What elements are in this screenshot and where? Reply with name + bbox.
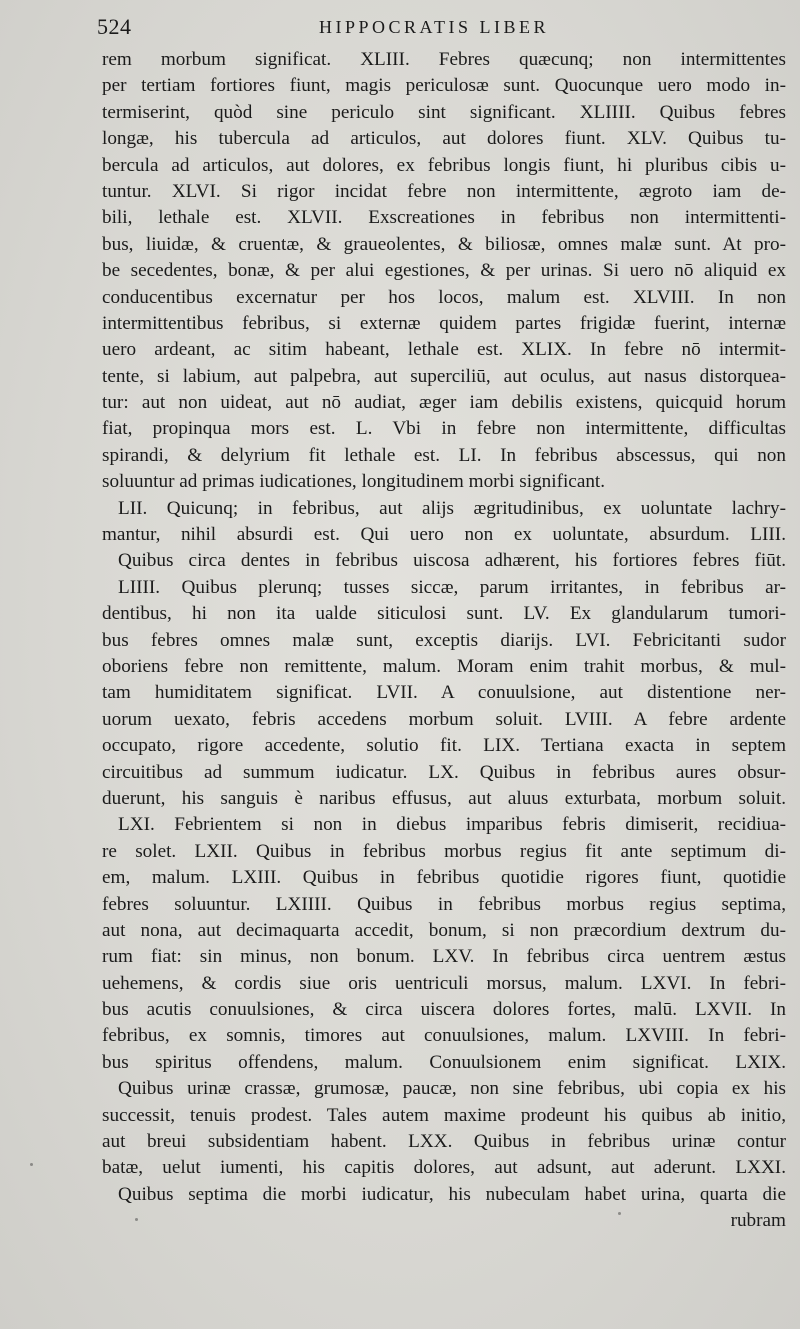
text-line: bercula ad articulos, aut dolores, ex febribus longis fiunt, hi pluribus cibis u- — [102, 154, 786, 176]
text-line: bus spiritus offendens, malum. Conuulsionem enim significat. LXIX. — [102, 1051, 786, 1073]
text-line: dentibus, hi non ita ualde siticulosi sunt. LV. Ex glandularum tumori- — [102, 603, 786, 625]
text-line: em, malum. LXIII. Quibus in febribus quotidie rigores fiunt, quotidie — [102, 867, 786, 889]
text-line: tuntur. XLVI. Si rigor incidat febre non intermittente, ægroto iam de- — [102, 180, 786, 202]
text-line: uorum uexato, febris accedens morbum soluit. LVIII. A febre ardente — [102, 708, 786, 730]
paper-speck — [618, 1212, 621, 1215]
text-line: LXI. Febrientem si non in diebus imparibus febris dimiserit, recidiua- — [118, 814, 786, 836]
text-line: rubram — [730, 1210, 786, 1232]
page-number: 524 — [97, 14, 132, 39]
text-line: batæ, uelut iumenti, his capitis dolores, aut adsunt, aut aderunt. LXXI. — [102, 1157, 786, 1179]
text-line: duerunt, his sanguis è naribus effusus, aut aluus exturbata, morbum soluit. — [102, 787, 786, 809]
text-line: per tertiam fortiores fiunt, magis periculosæ sunt. Quocunque uero modo in- — [102, 75, 786, 97]
paper-speck — [30, 1163, 33, 1166]
text-line: be secedentes, bonæ, & per alui egestiones, & per urinas. Si uero nō aliquid ex — [102, 260, 786, 282]
text-line: intermittentibus febribus, si externæ quidem partes frigidæ fuerint, internæ — [102, 312, 786, 334]
text-line: successit, tenuis prodest. Tales autem maxime prodeunt his quibus ab initio, — [102, 1104, 786, 1126]
text-line: spirandi, & delyrium fit lethale est. LI. In febribus abscessus, qui non — [102, 444, 786, 466]
text-line: LII. Quicunq; in febribus, aut alijs ægritudinibus, ex uoluntate lachry- — [118, 497, 786, 519]
text-line: circuitibus ad summum iudicatur. LX. Quibus in febribus aures obsur- — [102, 761, 786, 783]
text-line: tur: aut non uideat, aut nō audiat, æger iam debilis existens, quicquid horum — [102, 392, 786, 414]
page-header — [97, 14, 782, 44]
text-line: uehemens, & cordis siue oris uentriculi morsus, malum. LXVI. In febri- — [102, 972, 786, 994]
text-line: longæ, his tubercula ad articulos, aut dolores fiunt. XLV. Quibus tu- — [102, 128, 786, 150]
text-line: rem morbum significat. XLIII. Febres quæcunq; non intermittentes — [102, 49, 786, 70]
text-line: tente, si labium, aut palpebra, aut superciliū, aut oculus, aut nasus distorquea- — [102, 365, 786, 387]
running-head: HIPPOCRATIS LIBER — [319, 17, 550, 37]
body-text — [102, 47, 786, 1235]
text-line: tam humiditatem significat. LVII. A conuulsione, aut distentione ner- — [102, 682, 786, 704]
text-line: febres soluuntur. LXIIII. Quibus in febribus morbus regius septima, — [102, 893, 786, 915]
text-line: Quibus urinæ crassæ, grumosæ, paucæ, non sine febribus, ubi copia ex his — [118, 1078, 786, 1100]
text-line: bus acutis conuulsiones, & circa uiscera dolores fortes, malū. LXVII. In — [102, 999, 786, 1021]
text-line: uero ardeant, ac sitim habeant, lethale est. XLIX. In febre nō intermit- — [102, 339, 786, 361]
text-line: soluuntur ad primas iudicationes, longitudinem morbi significant. — [102, 471, 606, 493]
text-line: bus, liuidæ, & cruentæ, & graueolentes, & biliosæ, omnes malæ sunt. At pro- — [102, 233, 786, 255]
text-line: Quibus septima die morbi iudicatur, his nubeculam habet urina, quarta die — [118, 1183, 786, 1205]
text-line: febribus, ex somnis, timores aut conuulsiones, malum. LXVIII. In febri- — [102, 1025, 786, 1047]
paper-speck — [135, 1218, 138, 1221]
text-line: rum fiat: sin minus, non bonum. LXV. In febribus circa uentrem æstus — [102, 946, 786, 968]
text-line: aut breui subsidentiam habent. LXX. Quibus in febribus urinæ contur — [102, 1131, 786, 1153]
text-line: fiat, propinqua mors est. L. Vbi in febre non intermittente, difficultas — [102, 418, 786, 440]
text-line: termiserint, quòd sine periculo sint significant. XLIIII. Quibus febres — [102, 101, 786, 123]
text-line: conducentibus excernatur per hos locos, malum est. XLVIII. In non — [102, 286, 786, 308]
text-line: oboriens febre non remittente, malum. Moram enim trahit morbus, & mul- — [102, 655, 786, 677]
text-line: bili, lethale est. XLVII. Exscreationes in febribus non intermittenti- — [102, 207, 786, 229]
text-line: Quibus circa dentes in febribus uiscosa adhærent, his fortiores febres fiūt. — [118, 550, 786, 572]
text-line: re solet. LXII. Quibus in febribus morbus regius fit ante septimum di- — [102, 840, 786, 862]
text-line: aut nona, aut decimaquarta accedit, bonum, si non præcordium dextrum du- — [102, 919, 786, 941]
text-line: bus febres omnes malæ sunt, exceptis diarijs. LVI. Febricitanti sudor — [102, 629, 786, 651]
text-line: occupato, rigore accedente, solutio fit. LIX. Tertiana exacta in septem — [102, 735, 786, 757]
text-line: LIIII. Quibus plerunq; tusses siccæ, parum irritantes, in febribus ar- — [118, 576, 786, 598]
text-line: mantur, nihil absurdi est. Qui uero non ex uoluntate, absurdum. LIII. — [102, 524, 786, 546]
